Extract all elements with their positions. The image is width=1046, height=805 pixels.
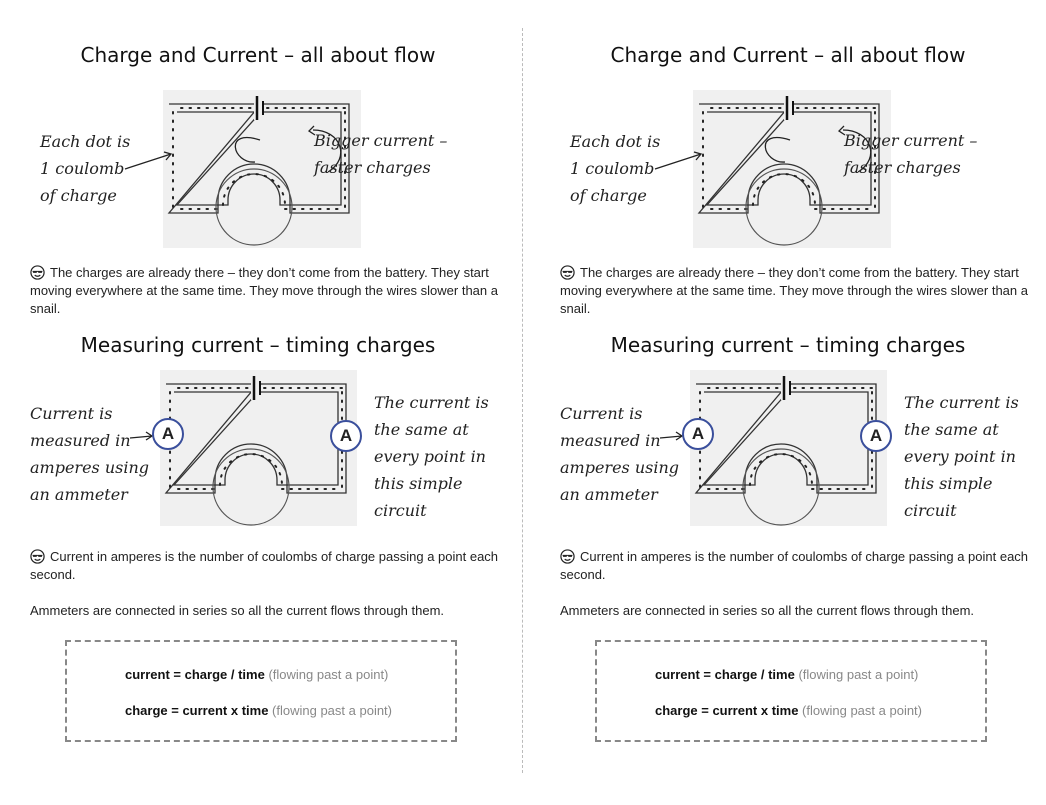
cool-face-icon — [30, 265, 45, 280]
section-title-measuring-current: Measuring current – timing charges — [610, 333, 966, 357]
ammeter-symbol: A — [161, 424, 175, 443]
note-charges-already-there: The charges are already there – they don’t come from the battery. They start moving everywhere at the same time. They move through the wires slower than a snail. — [30, 265, 498, 316]
page-divider — [522, 28, 523, 773]
formula-box — [65, 640, 457, 742]
label-bigger-current: Bigger current – faster charges — [314, 131, 448, 177]
ammeter-left — [682, 418, 714, 450]
note-ammeters-series: Ammeters are connected in series so all the current flows through them. — [30, 603, 445, 618]
circuit-diagram-ammeters — [160, 370, 357, 526]
note-current-definition: Current in amperes is the number of coulombs of charge passing a point each second. — [30, 549, 499, 582]
note-current-definition: Current in amperes is the number of coulombs of charge passing a point each second. — [560, 549, 1029, 582]
panel-right — [552, 0, 1046, 805]
label-current-measured: Current is measured in amperes using an ammeter — [30, 404, 150, 504]
label-current-same: The current is the same at every point in this simple circuit — [374, 393, 489, 520]
ammeter-right — [330, 420, 362, 452]
label-current-same: The current is the same at every point in this simple circuit — [904, 393, 1019, 520]
ammeter-symbol: A — [339, 426, 353, 445]
section-title-charge-current: Charge and Current – all about flow — [610, 43, 966, 67]
ammeter-symbol: A — [869, 426, 883, 445]
cool-face-icon — [560, 549, 575, 564]
formula-box — [595, 640, 987, 742]
panel-left — [22, 0, 522, 805]
label-bigger-current: Bigger current – faster charges — [844, 131, 978, 177]
label-each-dot: Each dot is 1 coulomb of charge — [40, 132, 131, 205]
ammeter-left — [152, 418, 184, 450]
cool-face-icon — [560, 265, 575, 280]
note-charges-already-there: The charges are already there – they don’t come from the battery. They start moving everywhere at the same time. They move through the wires slower than a snail. — [560, 265, 1028, 316]
cool-face-icon — [30, 549, 45, 564]
section-title-charge-current: Charge and Current – all about flow — [80, 43, 436, 67]
formula-current: current = charge / time (flowing past a point) — [125, 667, 389, 682]
formula-charge: charge = current x time (flowing past a point) — [125, 703, 392, 718]
ammeter-symbol: A — [691, 424, 705, 443]
note-ammeters-series: Ammeters are connected in series so all the current flows through them. — [560, 603, 975, 618]
label-each-dot: Each dot is 1 coulomb of charge — [570, 132, 661, 205]
section-title-measuring-current: Measuring current – timing charges — [80, 333, 436, 357]
ammeter-right — [860, 420, 892, 452]
formula-charge: charge = current x time (flowing past a point) — [655, 703, 922, 718]
label-current-measured: Current is measured in amperes using an ammeter — [560, 404, 680, 504]
circuit-diagram-ammeters — [690, 370, 887, 526]
formula-current: current = charge / time (flowing past a point) — [655, 667, 919, 682]
